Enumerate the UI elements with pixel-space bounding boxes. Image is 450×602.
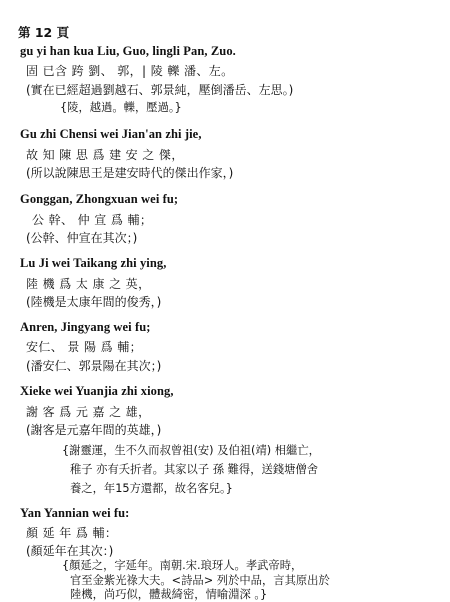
translation-line: (實在已經超過劉越石、郭景純，壓倒潘岳、左思。) [26, 83, 294, 97]
note-line: {謝靈運，生不久而叔曾祖(安) 及伯祖(靖) 相繼亡， [62, 444, 320, 457]
chinese-line: 謝 客 爲 元 嘉 之 雄， [26, 405, 151, 419]
page-number-label: 第 12 頁 [18, 25, 70, 40]
chinese-line: 安仁、 景 陽 爲 輔； [26, 340, 143, 354]
note-line: {顏延之，字延年。南朝.宋.琅玡人。孝武帝時， [62, 559, 303, 572]
note-line: 稚子 亦有夭折者。其家以子 孫 難得，送錢塘僧舍 [70, 463, 319, 476]
pinyin-line: Xieke wei Yuanjia zhi xiong, [20, 384, 174, 398]
pinyin-line: Yan Yannian wei fu: [20, 506, 130, 520]
chinese-line: 固 已含 跨 劉、 郭，| 陵 轢 潘、左。 [26, 64, 234, 78]
pinyin-line: Lu Ji wei Taikang zhi ying, [20, 256, 167, 270]
translation-line: (陸機是太康年間的俊秀，) [26, 295, 162, 309]
note-line: 養之，年15方還都，故名客兒。} [70, 482, 233, 495]
translation-line: (謝客是元嘉年間的英雄，) [26, 423, 162, 437]
pinyin-line: Gonggan, Zhongxuan wei fu; [20, 192, 179, 206]
chinese-line: 顏 延 年 爲 輔： [26, 526, 118, 540]
note-line: 官至金紫光祿大夫。<詩品> 列於中品，言其原出於 [70, 574, 330, 587]
note-line: {陵，越過。轢，壓過。} [60, 101, 182, 114]
note-line: 陸機，尚巧似，體裁綺密，情喻淵深 。} [70, 588, 268, 601]
chinese-line: 陸 機 爲 太 康 之 英， [26, 277, 151, 291]
pinyin-line: Gu zhi Chensi wei Jian'an zhi jie, [20, 127, 202, 141]
pinyin-line: gu yi han kua Liu, Guo, lingli Pan, Zuo. [20, 44, 236, 58]
translation-line: (所以說陳思王是建安時代的傑出作家，) [26, 166, 234, 180]
pinyin-line: Anren, Jingyang wei fu; [20, 320, 151, 334]
translation-line: (公幹、仲宣在其次；) [26, 231, 138, 245]
translation-line: (潘安仁、郭景陽在其次；) [26, 359, 162, 373]
translation-line: (顏延年在其次：) [26, 544, 114, 558]
chinese-line: 公 幹、 仲 宣 爲 輔； [32, 213, 153, 227]
chinese-line: 故 知 陳 思 爲 建 安 之 傑， [26, 148, 184, 162]
